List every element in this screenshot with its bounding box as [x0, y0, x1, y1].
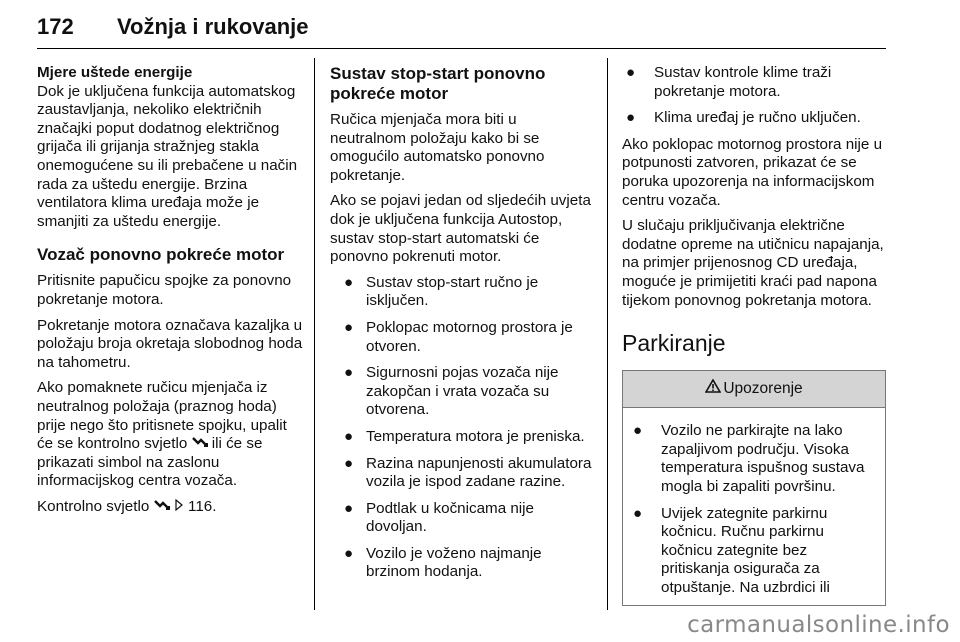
column-divider-1 [314, 58, 315, 610]
warning-body [623, 408, 885, 597]
section-heading-auto-restart: Sustav stop-start ponovno pokreće motor [330, 64, 546, 103]
bullet-icon: ● [344, 427, 354, 445]
warning-box [622, 370, 886, 606]
column-2 [330, 64, 594, 590]
section-title-parking: Parkiranje [622, 330, 726, 357]
warning-triangle-icon [705, 380, 721, 397]
warning-header [623, 371, 885, 408]
list-item: ● Vozilo ne parkirajte na lako zapaljivom području. Visoka temperatura ispušnog sustava mogla bi zapaliti površinu. [633, 422, 865, 495]
bullet-icon: ● [626, 64, 636, 81]
list-item: ● Poklopac motornog prostora je otvoren. [344, 318, 573, 355]
bullet-icon: ● [633, 504, 643, 522]
bullet-icon: ● [344, 273, 354, 291]
column-3 [622, 64, 886, 606]
bullet-icon: ● [344, 454, 354, 472]
bullet-icon: ● [633, 422, 643, 440]
warning-list [629, 422, 879, 597]
list-item: ● Klima uređaj je ručno uključen. [626, 109, 861, 127]
paragraph: Ručica mjenjača mora biti u neutralnom položaju kako bi se omogućilo automatsko ponovno pokretanje. [330, 111, 545, 184]
list-item: ● Vozilo je voženo najmanje brzinom hodanja. [344, 544, 542, 581]
bullet-icon: ● [344, 364, 354, 382]
watermark: carmanualsonline.info [687, 612, 950, 638]
paragraph: Pritisnite papučicu spojke za ponovno pokretanje motora. [37, 272, 292, 308]
list-item: ● Razina napunjenosti akumulatora vozila je ispod zadane razine. [344, 454, 592, 491]
list-item: ● Sigurnosni pojas vozača nije zakopčan i vrata vozača su otvorena. [344, 364, 559, 419]
paragraph-with-ref [37, 498, 303, 517]
list-item: ● Sustav stop-start ručno je isključen. [344, 273, 539, 310]
chapter-title: Vožnja i rukovanje [117, 14, 309, 39]
page-ref-arrow-icon [174, 498, 184, 515]
list-item: ● Podtlak u kočnicama nije dovoljan. [344, 499, 534, 536]
paragraph: Pokretanje motora označava kazaljka u položaju broja okretaja slobodnog hoda na tahometru. [37, 316, 303, 371]
page-header [37, 14, 886, 47]
restart-conditions-list [340, 274, 594, 582]
list-item: ● Uvijek zategnite parkirnu kočnicu. Ručnu parkirnu kočnicu zategnite bez pritiskanja osigurača za otpuštanje. Na uzbrdici ili [633, 504, 830, 596]
section-heading-energy: Mjere uštede energije [37, 64, 193, 81]
warning-title: Upozorenje [723, 380, 803, 398]
list-item: ● Temperatura motora je preniska. [344, 427, 585, 445]
paragraph: U slučaju priključivanja električne dodatne opreme na utičnicu napajanja, na primjer prijenosnog CD uređaja, moguće je primijetiti kraći pad napona tijekom ponovnog pokretanja motora. [622, 217, 884, 309]
autostop-symbol-icon [154, 499, 170, 514]
paragraph: Ako poklopac motornog prostora nije u potpunosti zatvoren, prikazat će se poruka upozorenja na informacijskom centru vozača. [622, 135, 883, 209]
bullet-icon: ● [344, 318, 354, 336]
header-divider [37, 48, 886, 49]
column-divider-2 [607, 58, 608, 610]
restart-conditions-list-continued [622, 64, 886, 128]
paragraph: Ako se pojavi jedan od sljedećih uvjeta dok je uključena funkcija Autostop, sustav stop-start automatski će ponovno pokrenuti motor. [330, 192, 591, 266]
bullet-icon: ● [344, 544, 354, 562]
paragraph-text: Kontrolno svjetlo [37, 497, 150, 515]
paragraph-text: ili će se prikazati simbol na zaslonu informacijskog centra vozača. [37, 435, 263, 490]
autostop-symbol-icon [192, 436, 208, 451]
section-heading-driver-restart: Vozač ponovno pokreće motor [37, 245, 285, 265]
bullet-icon: ● [344, 499, 354, 517]
paragraph-with-icon [37, 379, 303, 491]
column-1 [37, 64, 303, 523]
bullet-icon: ● [626, 109, 636, 127]
page-reference[interactable]: 116. [188, 497, 217, 515]
list-item: ● Sustav kontrole klime traži pokretanje motora. [626, 64, 832, 100]
page-number: 172 [37, 14, 74, 39]
paragraph-text: Ako pomaknete ručicu mjenjača iz neutralnog položaja (praznog hoda) prije nego što pritisnete spojku, upalit će se kontrolno svjetlo [37, 379, 287, 453]
paragraph: Dok je uključena funkcija automatskog zaustavljanja, nekoliko električnih značajki poput dodatnog električnog grijača ili grijanja stražnjeg stakla onemogućene su ili prebačene u način rada za uštedu energije. Brzina ventilatora klima uređaja može je smanjiti za uštedu energije. [37, 82, 298, 230]
